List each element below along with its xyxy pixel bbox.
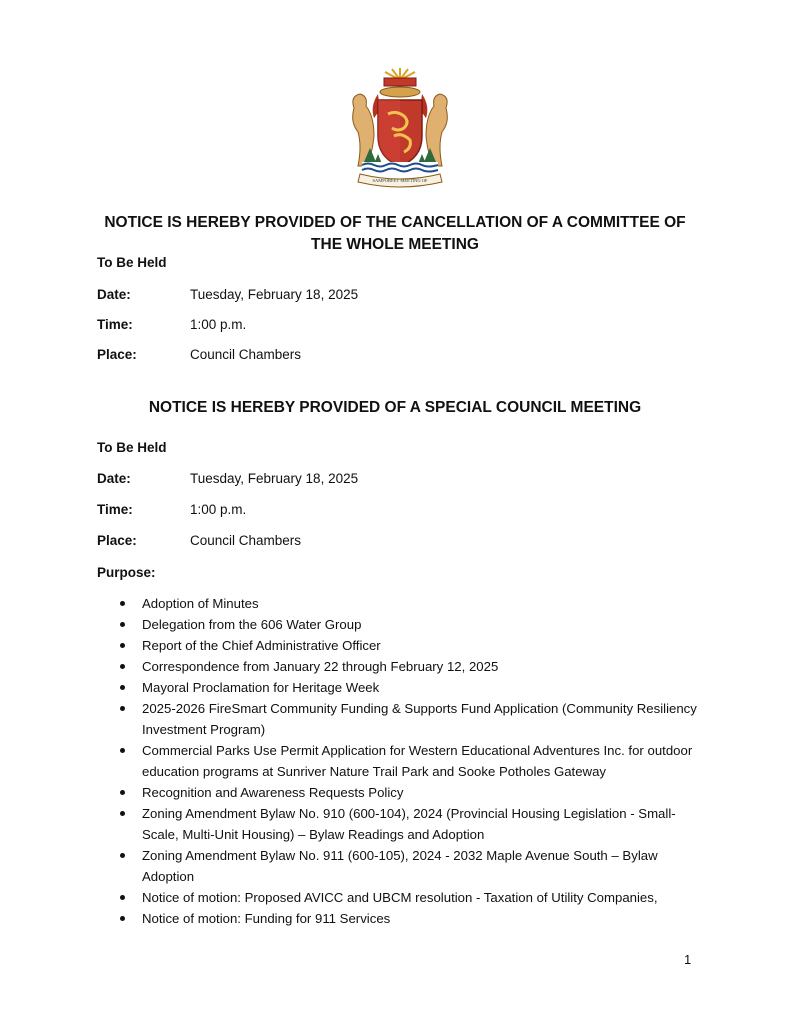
time-value-2: 1:00 p.m. [190,502,247,517]
crest-motto: SAMPOREET MEETING OF [372,178,428,183]
list-item: Adoption of Minutes [118,593,708,614]
list-item: Correspondence from January 22 through February 12, 2025 [118,656,708,677]
place-value-2: Council Chambers [190,533,302,548]
list-item: Zoning Amendment Bylaw No. 910 (600-104), 2024 (Provincial Housing Legislation - Small-Scale, Multi-Unit Housing) – Bylaw Readings and Adoption [118,803,708,845]
cancellation-notice-title: NOTICE IS HEREBY PROVIDED OF THE CANCELLATION OF A COMMITTEE OF THE WHOLE MEETING [104,214,686,253]
list-item: Mayoral Proclamation for Heritage Week [118,677,708,698]
list-item: Zoning Amendment Bylaw No. 911 (600-105), 2024 - 2032 Maple Avenue South – Bylaw Adoption [118,845,708,887]
time-label-1: Time: [97,317,133,332]
date-label-2: Date: [97,471,131,486]
list-item: Notice of motion: Funding for 911 Services [118,908,708,929]
place-label-1: Place: [97,347,137,362]
list-item: Delegation from the 606 Water Group [118,614,708,635]
to-be-held-label-2: To Be Held [97,440,167,455]
coat-of-arms-logo [340,66,460,188]
time-label-2: Time: [97,502,133,517]
list-item: Notice of motion: Proposed AVICC and UBCM resolution - Taxation of Utility Companies, [118,887,708,908]
list-item: Commercial Parks Use Permit Application for Western Educational Adventures Inc. for outdoor education programs at Sunriver Nature Trail Park and Sooke Potholes Gateway [118,740,708,782]
time-value-1: 1:00 p.m. [190,317,247,332]
page-number: 1 [684,952,692,967]
list-item: Recognition and Awareness Requests Policy [118,782,708,803]
place-value-1: Council Chambers [190,347,302,362]
to-be-held-label-1: To Be Held [97,255,167,270]
date-value-1: Tuesday, February 18, 2025 [190,287,359,302]
place-label-2: Place: [97,533,137,548]
special-meeting-notice-title: NOTICE IS HEREBY PROVIDED OF A SPECIAL COUNCIL MEETING [148,399,642,416]
list-item: Report of the Chief Administrative Officer [118,635,708,656]
date-label-1: Date: [97,287,131,302]
date-value-2: Tuesday, February 18, 2025 [190,471,359,486]
purpose-list [118,593,708,929]
list-item: 2025-2026 FireSmart Community Funding & Supports Fund Application (Community Resiliency Investment Program) [118,698,708,740]
purpose-label: Purpose: [97,565,156,580]
